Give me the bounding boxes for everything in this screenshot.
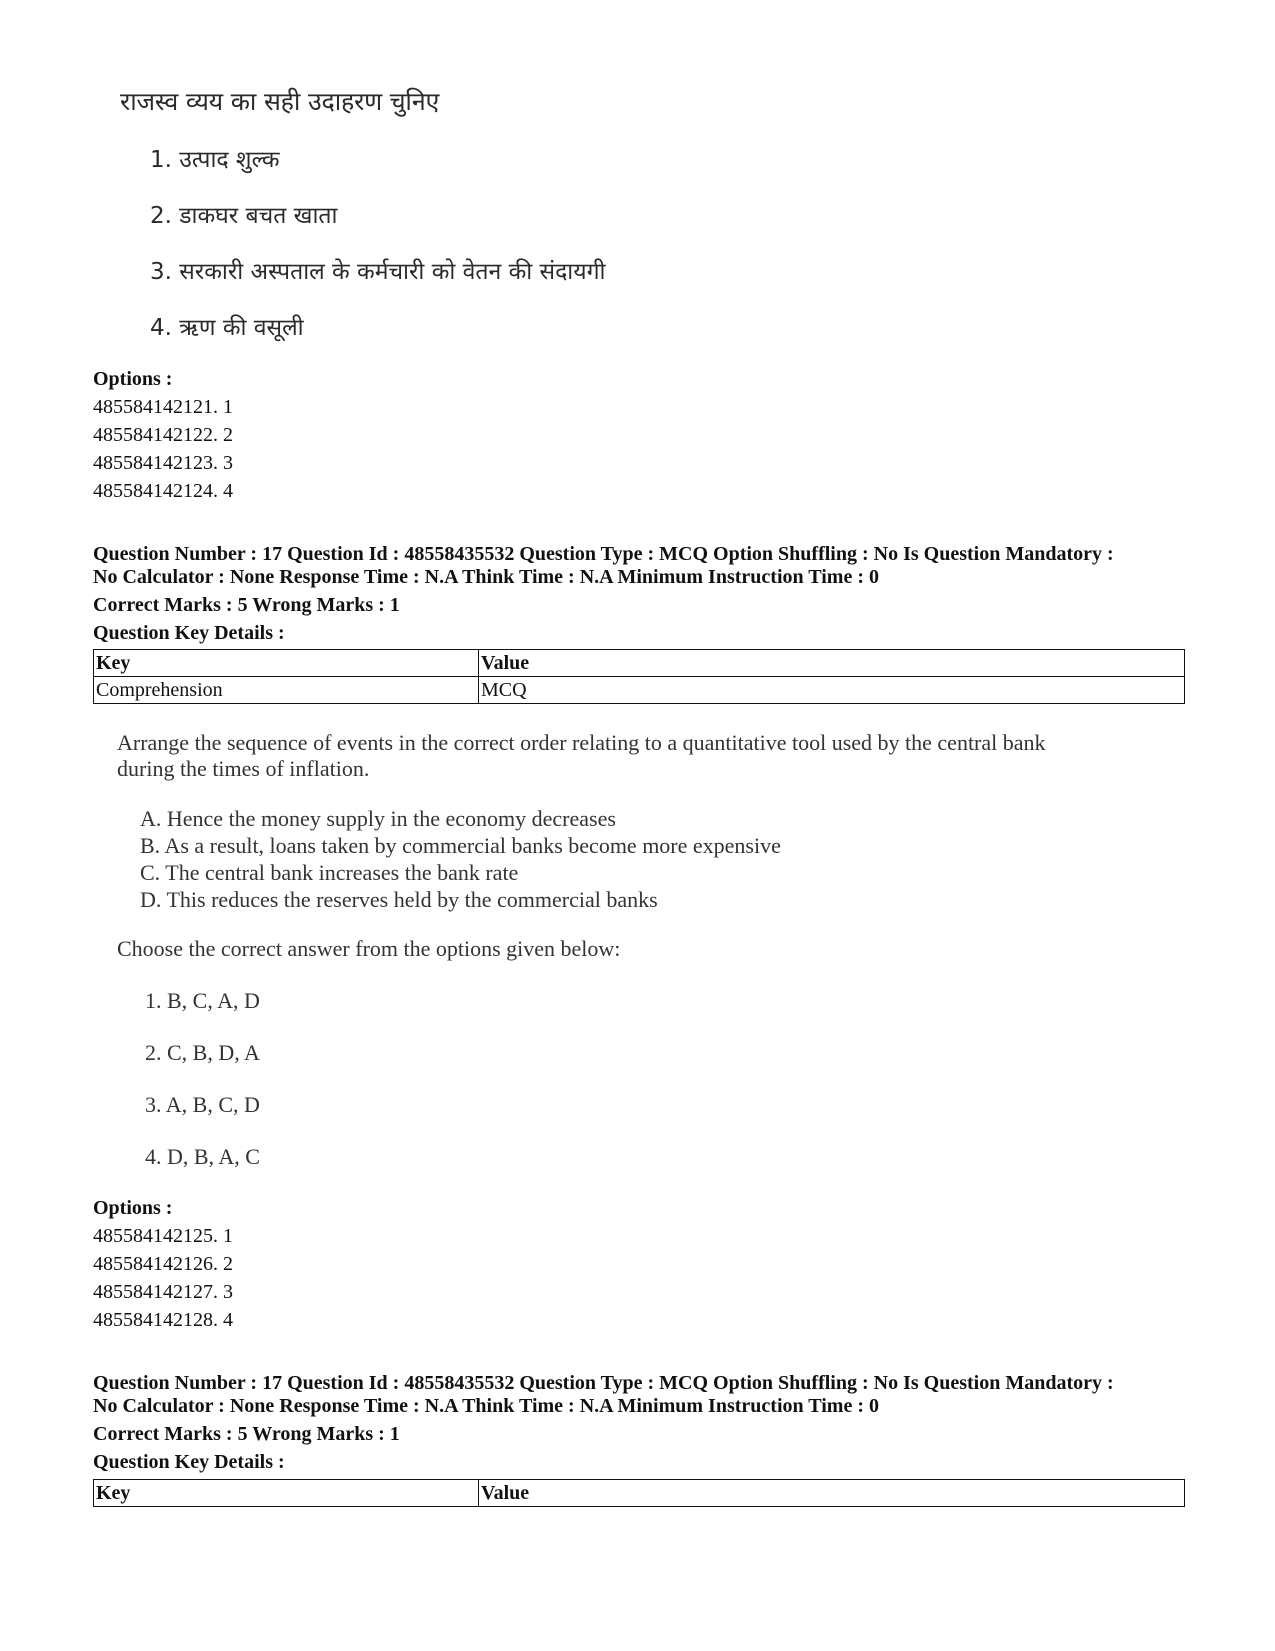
option-item: 485584142127. 3 (93, 1281, 233, 1303)
question-stem-line: during the times of inflation. (117, 756, 370, 781)
key-details-table (93, 649, 1185, 704)
key-details-label: Question Key Details : (93, 1451, 285, 1473)
event-item: C. The central bank increases the bank rate (140, 860, 519, 885)
question-meta: No Calculator : None Response Time : N.A Think Time : N.A Minimum Instruction Time : 0 (93, 1395, 879, 1417)
question-choice: 1. उत्पाद शुल्क (150, 147, 280, 173)
table-cell-key: Comprehension (94, 677, 479, 704)
question-choice: 2. डाकघर बचत खाता (150, 203, 338, 229)
question-stem-hindi: राजस्व व्यय का सही उदाहरण चुनिए (120, 87, 440, 116)
option-item: 485584142126. 2 (93, 1253, 233, 1275)
table-cell-value: MCQ (479, 677, 1185, 704)
question-meta: Question Number : 17 Question Id : 48558435532 Question Type : MCQ Option Shuffling : No Is Question Mandatory : (93, 1372, 1114, 1394)
table-header-key: Key (94, 650, 479, 677)
question-choice: 2. C, B, D, A (145, 1040, 260, 1065)
question-choice: 1. B, C, A, D (145, 988, 260, 1013)
event-item: B. As a result, loans taken by commercial banks become more expensive (140, 833, 781, 858)
key-details-table (93, 1479, 1185, 1507)
option-item: 485584142128. 4 (93, 1309, 233, 1331)
table-row (94, 677, 1185, 704)
key-details-label: Question Key Details : (93, 622, 285, 644)
question-meta: No Calculator : None Response Time : N.A Think Time : N.A Minimum Instruction Time : 0 (93, 566, 879, 588)
option-item: 485584142122. 2 (93, 424, 233, 446)
instruction-text: Choose the correct answer from the options given below: (117, 936, 621, 961)
question-meta: Question Number : 17 Question Id : 48558435532 Question Type : MCQ Option Shuffling : No Is Question Mandatory : (93, 543, 1114, 565)
option-item: 485584142121. 1 (93, 396, 233, 418)
option-item: 485584142125. 1 (93, 1225, 233, 1247)
option-item: 485584142124. 4 (93, 480, 233, 502)
event-item: A. Hence the money supply in the economy decreases (140, 806, 616, 831)
table-header-value: Value (479, 1480, 1185, 1507)
question-choice: 3. A, B, C, D (145, 1092, 260, 1117)
question-choice: 4. D, B, A, C (145, 1144, 260, 1169)
table-header-value: Value (479, 650, 1185, 677)
options-label: Options : (93, 368, 173, 390)
event-item: D. This reduces the reserves held by the commercial banks (140, 887, 658, 912)
marks-line: Correct Marks : 5 Wrong Marks : 1 (93, 1423, 400, 1445)
question-choice: 4. ऋण की वसूली (150, 315, 304, 341)
table-header-row (94, 1480, 1185, 1507)
options-label: Options : (93, 1197, 173, 1219)
question-stem-line: Arrange the sequence of events in the correct order relating to a quantitative tool used by the central bank (117, 730, 1046, 755)
table-header-row (94, 650, 1185, 677)
table-header-key: Key (94, 1480, 479, 1507)
option-item: 485584142123. 3 (93, 452, 233, 474)
question-choice: 3. सरकारी अस्पताल के कर्मचारी को वेतन की संदायगी (150, 259, 606, 285)
marks-line: Correct Marks : 5 Wrong Marks : 1 (93, 594, 400, 616)
